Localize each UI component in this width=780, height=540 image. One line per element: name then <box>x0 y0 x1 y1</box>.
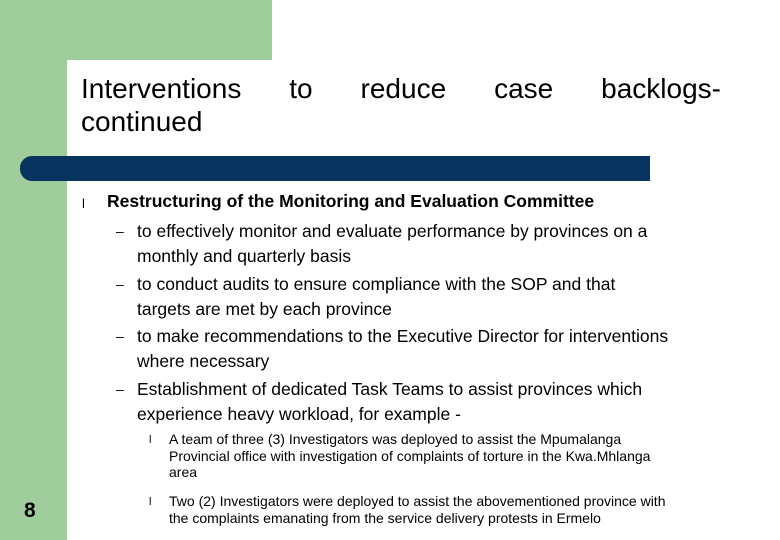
sub-sub-item-line: Provincial office with investigation of complaints of torture in the Kwa.Mhlanga <box>169 447 651 464</box>
sub-sub-item <box>169 493 749 526</box>
dash-marker: – <box>116 223 124 239</box>
bullet-marker: l <box>149 434 152 446</box>
dash-marker: – <box>116 276 124 292</box>
sub-item <box>137 219 757 269</box>
bullet-marker: l <box>82 196 85 211</box>
sub-item <box>137 377 757 427</box>
sub-sub-item-line: area <box>169 464 198 480</box>
slide-title <box>81 72 721 138</box>
bullet-marker: l <box>149 496 152 508</box>
sub-item-line: experience heavy workload, for example - <box>137 404 461 424</box>
left-accent-band <box>0 0 67 540</box>
title-word: case <box>494 73 554 104</box>
page-number: 8 <box>24 499 36 522</box>
sub-item-line: where necessary <box>137 351 270 371</box>
top-accent-band <box>0 0 272 60</box>
title-line-2: continued <box>81 106 203 137</box>
sub-sub-item-line: Two (2) Investigators were deployed to assist the abovementioned province with <box>169 493 666 509</box>
sub-sub-item-line: A team of three (3) Investigators was deployed to assist the Mpumalanga <box>169 431 622 447</box>
title-word: reduce <box>360 73 447 104</box>
sub-item-line: to make recommendations to the Executive Director for interventions <box>137 326 669 346</box>
sub-item-line: Establishment of dedicated Task Teams to assist provinces which <box>137 379 643 399</box>
sub-item <box>137 324 757 374</box>
sub-item-line: targets are met by each province <box>137 299 392 319</box>
main-bullet-text: Restructuring of the Monitoring and Evaluation Committee <box>107 191 595 211</box>
title-line-1 <box>81 72 721 105</box>
sub-sub-item <box>169 431 749 481</box>
title-word: Interventions <box>81 73 242 104</box>
title-word: backlogs- <box>601 73 721 104</box>
title-word: to <box>289 73 313 104</box>
dash-marker: – <box>116 381 124 397</box>
sub-item-line: to effectively monitor and evaluate performance by provinces on a <box>137 221 648 241</box>
title-divider-bar <box>20 156 650 181</box>
sub-sub-item-line: the complaints emanating from the service delivery protests in Ermelo <box>169 509 601 526</box>
sub-item-line: to conduct audits to ensure compliance with the SOP and that <box>137 274 616 294</box>
dash-marker: – <box>116 328 124 344</box>
sub-item-line: monthly and quarterly basis <box>137 246 351 266</box>
sub-item <box>137 272 757 322</box>
